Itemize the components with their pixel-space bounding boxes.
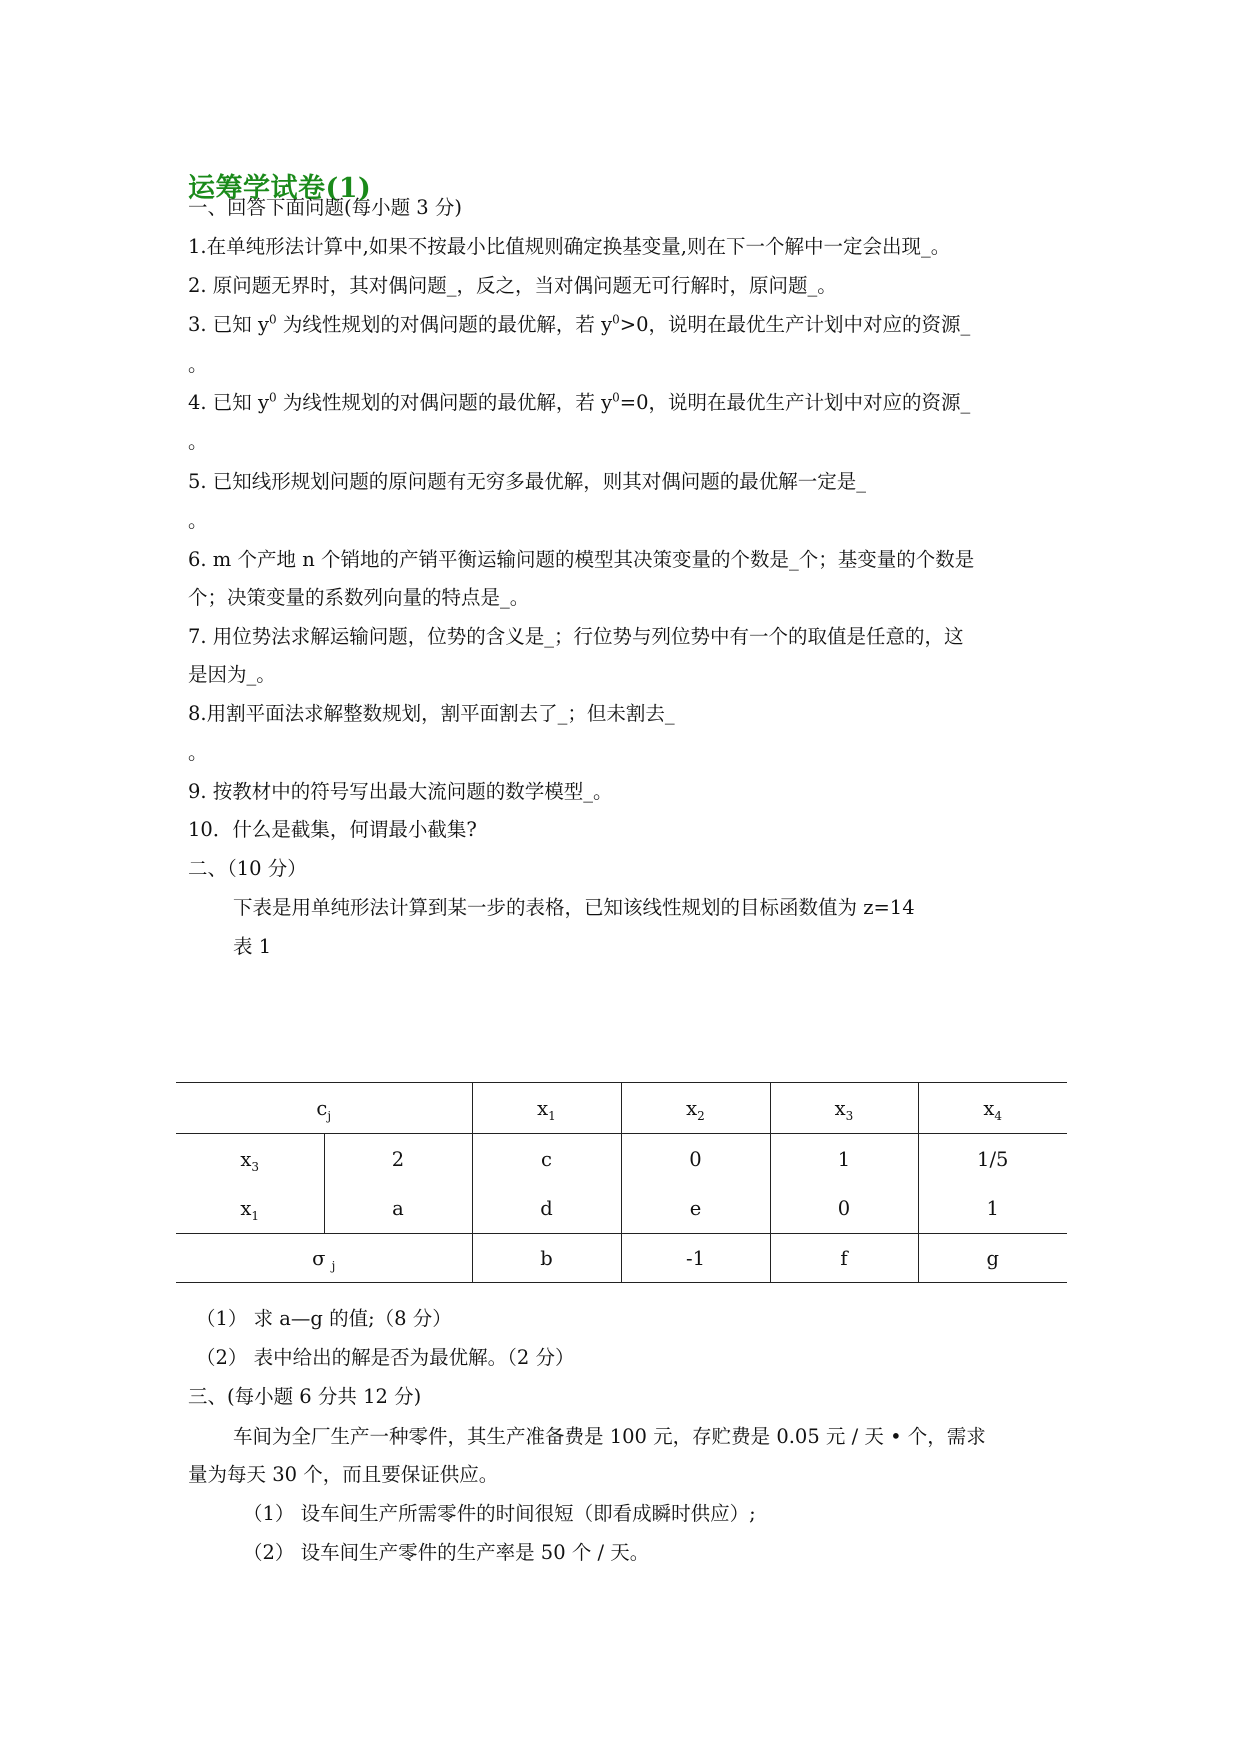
page-title: 运筹学试卷(1) (188, 173, 372, 204)
q3-part: 3. 已知 y (188, 313, 270, 336)
table-sigma-row (176, 1234, 1067, 1283)
question-10: 10．什么是截集，何谓最小截集? (188, 818, 477, 841)
section3-intro-line1: 车间为全厂生产一种零件，其生产准备费是 100 元，存贮费是 0.05 元 / 天 • 个，需求 (233, 1425, 986, 1448)
q3-superscript: 0 (612, 312, 620, 327)
question-2: 2. 原问题无界时，其对偶问题_，反之，当对偶问题无可行解时，原问题_。 (188, 274, 837, 297)
basis-text: x (240, 1197, 252, 1220)
simplex-table (176, 1082, 1067, 1283)
sigma-sub: j (331, 1258, 336, 1273)
header-cj-text: c (316, 1096, 328, 1120)
header-x1-text: x (537, 1096, 549, 1120)
cell-x4: 1 (918, 1184, 1067, 1234)
header-cj-sub: j (327, 1108, 332, 1123)
cell-x2: e (621, 1184, 770, 1234)
question-7-line2: 是因为_。 (188, 663, 276, 686)
section3-sub2: （2） 设车间生产零件的生产率是 50 个 / 天。 (243, 1541, 650, 1564)
cell-basis (176, 1184, 324, 1234)
q3-superscript: 0 (269, 312, 277, 327)
table-row (176, 1134, 1067, 1185)
cell-x4: g (918, 1234, 1067, 1283)
section2-sub2: （2） 表中给出的解是否为最优解。（2 分） (196, 1346, 575, 1369)
question-6-line2: 个；决策变量的系数列向量的特点是_。 (188, 586, 530, 609)
cell-x3: 0 (770, 1184, 918, 1234)
question-4-end: 。 (188, 430, 208, 453)
header-x4-text: x (983, 1096, 995, 1120)
question-3-end: 。 (188, 353, 208, 376)
section3-intro-line2: 量为每天 30 个，而且要保证供应。 (188, 1463, 499, 1486)
section2-intro: 下表是用单纯形法计算到某一步的表格，已知该线性规划的目标函数值为 z=14 (233, 896, 915, 919)
q4-superscript: 0 (269, 390, 277, 405)
question-9: 9. 按教材中的符号写出最大流问题的数学模型_。 (188, 780, 613, 803)
header-x3-text: x (834, 1096, 846, 1120)
header-x4 (918, 1083, 1067, 1134)
section2-heading: 二、（10 分） (188, 857, 307, 880)
section3-heading: 三、(每小题 6 分共 12 分) (188, 1385, 422, 1408)
question-4 (188, 390, 1068, 416)
section1-heading: 一、回答下面问题(每小题 3 分) (188, 196, 463, 219)
q4-part: 4. 已知 y (188, 391, 270, 414)
header-x2 (621, 1083, 770, 1134)
basis-sub: 1 (251, 1208, 260, 1223)
question-5-end: 。 (188, 509, 208, 532)
q3-part: >0，说明在最优生产计划中对应的资源_ (619, 313, 971, 336)
header-x2-sub: 2 (697, 1108, 705, 1123)
sigma-text: σ (312, 1246, 326, 1270)
cell-sigma (176, 1234, 472, 1283)
section3-sub1: （1） 设车间生产所需零件的时间很短（即看成瞬时供应）; (243, 1502, 756, 1525)
q4-part: 为线性规划的对偶问题的最优解，若 y (276, 391, 613, 414)
cell-x1: b (472, 1234, 621, 1283)
cell-x2: 0 (621, 1134, 770, 1185)
header-cj (176, 1083, 472, 1134)
cell-x3: 1 (770, 1134, 918, 1185)
table-caption: 表 1 (233, 935, 272, 958)
q4-superscript: 0 (612, 390, 620, 405)
question-8: 8.用割平面法求解整数规划，割平面割去了_；但未割去_ (188, 702, 675, 725)
cell-x3: f (770, 1234, 918, 1283)
cell-cb: 2 (324, 1134, 472, 1185)
header-x2-text: x (686, 1096, 698, 1120)
header-x3 (770, 1083, 918, 1134)
cell-x2: -1 (621, 1234, 770, 1283)
question-3 (188, 312, 1068, 338)
cell-basis (176, 1134, 324, 1185)
cell-x1: d (472, 1184, 621, 1234)
cell-x4: 1/5 (918, 1134, 1067, 1185)
question-1: 1.在单纯形法计算中,如果不按最小比值规则确定换基变量,则在下一个解中一定会出现_。 (188, 235, 951, 258)
header-x1 (472, 1083, 621, 1134)
section2-sub1: （1） 求 a—g 的值;（8 分） (196, 1307, 452, 1330)
question-8-end: 。 (188, 741, 208, 764)
header-x4-sub: 4 (994, 1108, 1003, 1123)
q4-part: =0，说明在最优生产计划中对应的资源_ (619, 391, 971, 414)
question-6-line1: 6. m 个产地 n 个销地的产销平衡运输问题的模型其决策变量的个数是_个；基变量的个数是 (188, 548, 975, 571)
basis-text: x (240, 1147, 252, 1171)
header-x3-sub: 3 (845, 1108, 854, 1123)
cell-cb: a (324, 1184, 472, 1234)
table-row (176, 1184, 1067, 1234)
question-7-line1: 7. 用位势法求解运输问题，位势的含义是_；行位势与列位势中有一个的取值是任意的，这 (188, 625, 964, 648)
header-x1-sub: 1 (548, 1108, 556, 1123)
question-5: 5. 已知线形规划问题的原问题有无穷多最优解，则其对偶问题的最优解一定是_ (188, 470, 867, 493)
q3-part: 为线性规划的对偶问题的最优解，若 y (276, 313, 613, 336)
table-header-row (176, 1083, 1067, 1134)
cell-x1: c (472, 1134, 621, 1185)
basis-sub: 3 (251, 1159, 260, 1174)
